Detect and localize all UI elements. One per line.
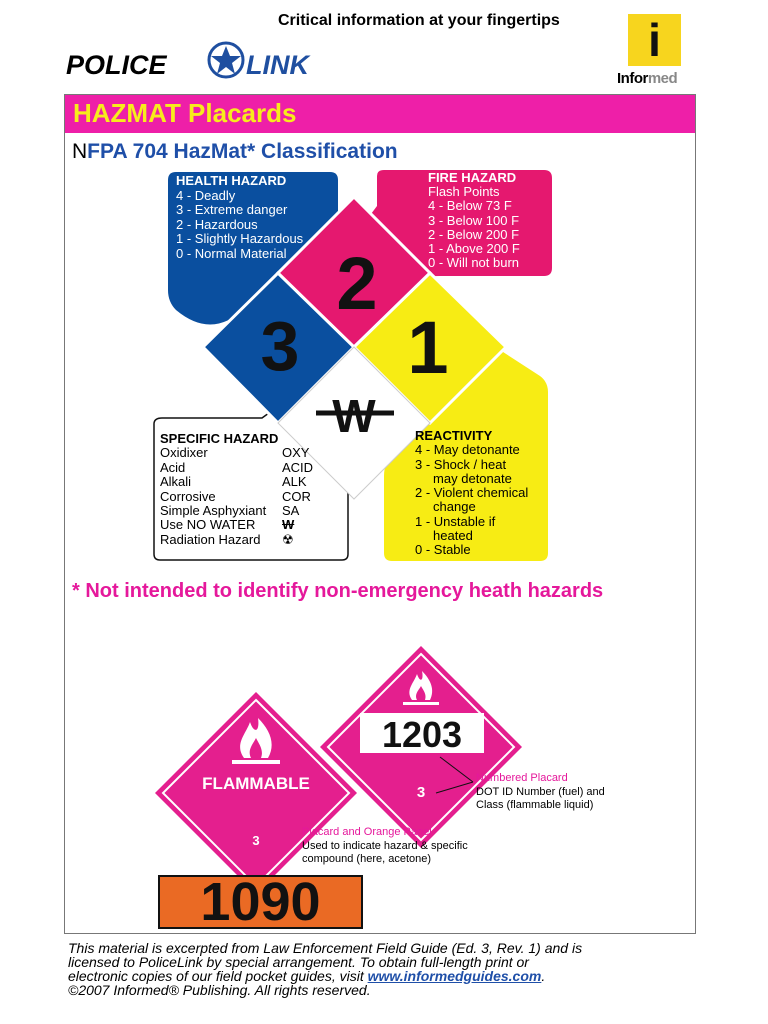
footer-period: . <box>541 968 546 984</box>
health-heading: HEALTH HAZARD <box>176 173 287 188</box>
health-item: 2 - Hazardous <box>176 216 258 232</box>
reactivity-line: 1 - Unstable if <box>415 513 496 529</box>
informed-i-glyph: i <box>648 14 661 66</box>
specific-code: ALK <box>282 474 307 490</box>
nfpa-heading-rest: FPA 704 HazMat* Classification <box>87 140 398 163</box>
specific-label: Simple Asphyxiant <box>160 503 267 519</box>
fire-item: 3 - Below 100 F <box>428 212 520 228</box>
informedguides-link[interactable]: www.informedguides.com <box>367 968 542 984</box>
orange-panel-number: 1090 <box>200 872 321 932</box>
fire-item: 2 - Below 200 F <box>428 226 520 242</box>
footer-line: This material is excerpted from Law Enforcement Field Guide (Ed. 3, Rev. 1) and is <box>68 940 583 956</box>
reactivity-line: change <box>415 499 476 515</box>
health-item: 1 - Slightly Hazardous <box>176 231 304 246</box>
policelink-logo-link: LINK <box>246 50 309 80</box>
fire-item: 0 - Will not burn <box>428 255 520 271</box>
informed-word-a: Infor <box>617 70 648 87</box>
footer-line-text: electronic copies of our field pocket guides, visit <box>68 968 368 984</box>
fire-item: 4 - Below 73 F <box>428 198 512 214</box>
specific-label: Corrosive <box>160 488 216 504</box>
no-water-code: W <box>282 517 295 533</box>
health-item: 3 - Extreme danger <box>176 202 288 217</box>
specific-code: COR <box>282 488 311 504</box>
specific-code: SA <box>282 503 300 519</box>
numbered-caption-line: DOT ID Number (fuel) and <box>476 785 605 798</box>
health-item: 0 - Normal Material <box>176 245 287 261</box>
reactivity-line: 4 - May detonante <box>415 442 520 458</box>
fire-heading: FIRE HAZARD <box>428 170 517 185</box>
health-value: 3 <box>260 307 300 385</box>
policelink-logo-police: POLICE <box>66 50 167 80</box>
specific-label: Radiation Hazard <box>160 531 261 547</box>
orange-caption-title: Placard and Orange Panel <box>302 826 432 838</box>
specific-label: Oxidixer <box>160 445 208 461</box>
reactivity-line: may detonate <box>415 470 512 486</box>
reactivity-line: heated <box>415 528 473 544</box>
footer-line: licensed to PoliceLink by special arrangement. To obtain full-length print or <box>68 954 529 970</box>
specific-code: OXY <box>282 445 310 461</box>
reactivity-heading: REACTIVITY <box>415 428 493 443</box>
tagline: Critical information at your fingertips <box>278 12 560 29</box>
fire-item: 1 - Above 200 F <box>428 241 520 257</box>
flammable-label: FLAMMABLE <box>202 774 310 793</box>
specific-label: Acid <box>160 459 186 475</box>
orange-caption-line: compound (here, acetone) <box>302 853 432 865</box>
numbered-caption-title: Numbered Placard <box>476 772 568 784</box>
fire-value: 2 <box>336 242 378 325</box>
disclaimer-note: * Not intended to identify non-emergency heath hazards <box>72 580 604 602</box>
health-item: 4 - Deadly <box>176 187 236 203</box>
nfpa-first-letter: N <box>72 140 88 163</box>
reactivity-line: 0 - Stable <box>415 542 471 558</box>
footer-line: ©2007 Informed® Publishing. All rights reserved. <box>68 982 371 998</box>
reactivity-line: 3 - Shock / heat <box>415 456 507 472</box>
specific-code: ACID <box>282 459 314 475</box>
numbered-id: 1203 <box>381 714 463 755</box>
reactivity-line: 2 - Violent chemical <box>415 485 529 501</box>
footer-line <box>68 969 708 983</box>
specific-label: Use NO WATER <box>160 517 256 533</box>
specific-label: Alkali <box>160 474 192 490</box>
page-title: HAZMAT Placards <box>73 98 297 128</box>
orange-caption-line: Used to indicate hazard & specific <box>302 839 468 852</box>
numbered-caption-line: Class (flammable liquid) <box>476 799 594 811</box>
flammable-class: 3 <box>252 833 260 848</box>
orange-caption <box>302 826 468 867</box>
radiation-icon: ☢ <box>282 531 294 547</box>
numbered-caption <box>476 772 605 813</box>
fire-subheading: Flash Points <box>428 184 500 200</box>
reactivity-value: 1 <box>407 306 449 389</box>
informed-word-b: med <box>647 70 678 87</box>
specific-heading: SPECIFIC HAZARD <box>160 431 279 446</box>
footer-notice <box>68 941 708 997</box>
special-value: W <box>332 390 376 442</box>
numbered-class: 3 <box>416 784 426 801</box>
